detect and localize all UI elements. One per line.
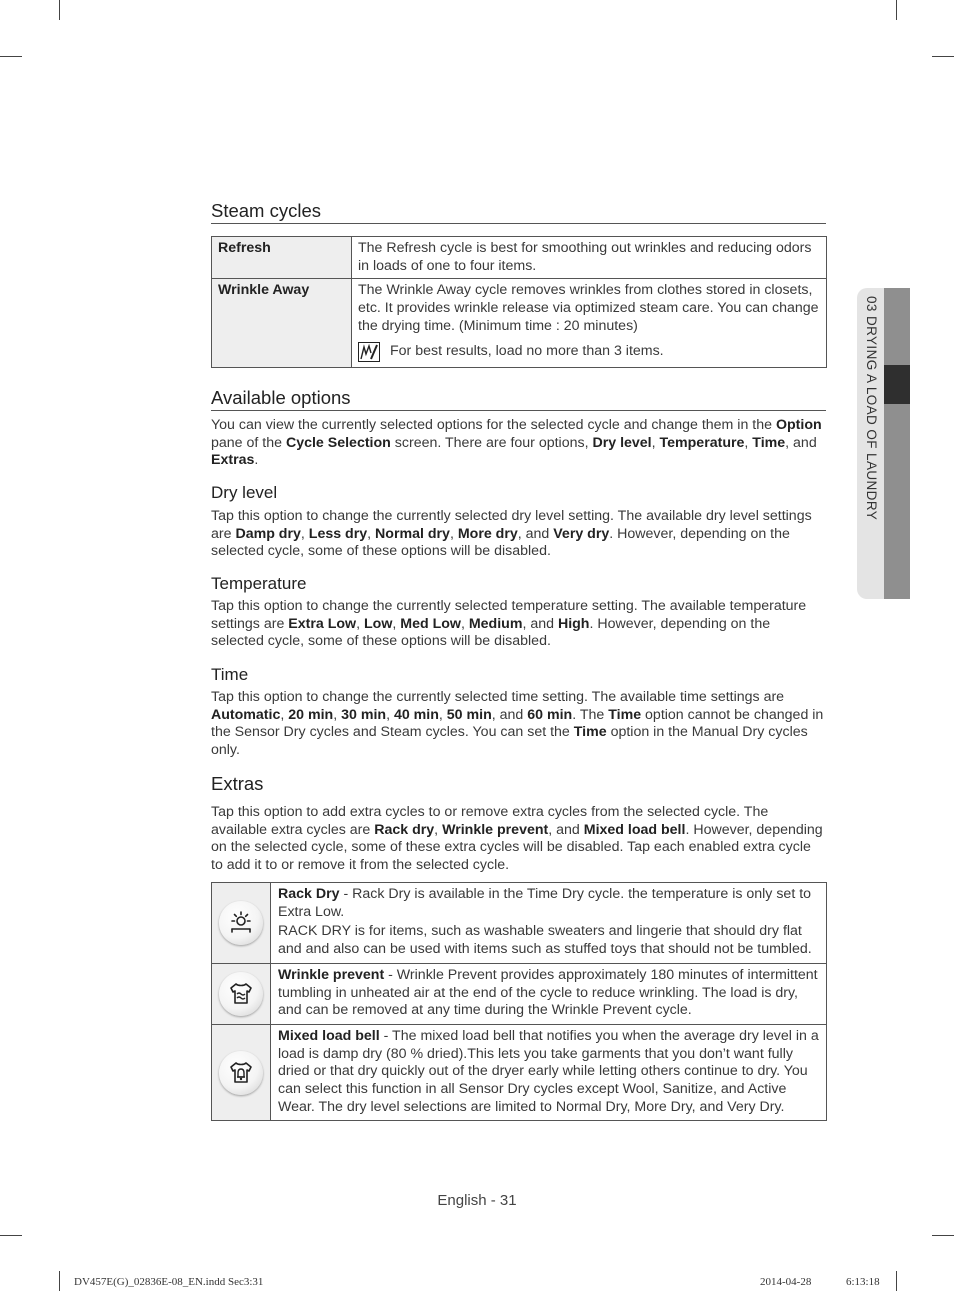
table-row (212, 963, 827, 1024)
extra-desc-cell (271, 883, 827, 964)
extras-intro: Tap this option to add extra cycles to or remove extra cycles from the selected cycle. The available extra cycles are Rack dry, Wrinkle prevent, and Mixed load bell. However, depending on the selected cycle, some of these extra cycles will be disabled. Tap each enabled extra cycle to add it to or remove it from the selected cycle. (211, 804, 823, 874)
note-pencil-icon (358, 342, 380, 362)
extra-desc-detail: RACK DRY is for items, such as washable sweaters and lingerie that should dry flat and and also can be used with items such as stuffed toys that should not be tumbled. (278, 923, 812, 958)
crop-mark (59, 1271, 60, 1291)
slug-file: DV457E(G)_02836E-08_EN.indd Sec3:31 (74, 1276, 264, 1288)
steam-cycle-name: Wrinkle Away (212, 279, 352, 367)
temperature-text: Tap this option to change the currently selected temperature setting. The available temperature settings are Extra Low, Low, Med Low, Medium, and High. However, depending on the selected cycle, some of these options will be disabled. (211, 598, 807, 650)
steam-cycle-name: Refresh (212, 237, 352, 279)
available-options-intro: You can view the currently selected options for the selected cycle and change them in the Option pane of the Cycle Selection screen. There are four options, Dry level, Temperature, Time, and Extras. (211, 417, 822, 469)
wrinkle-prevent-icon (219, 972, 263, 1016)
time-title: Time (211, 665, 249, 684)
extra-desc: Wrinkle prevent - Wrinkle Prevent provides approximately 180 minutes of intermittent tumbling in unheated air at the end of the cycle to reduce wrinkling. The load is dry, and can be removed at any time during the Wrinkle Prevent cycle. (271, 963, 827, 1024)
icon-cell (212, 1024, 271, 1121)
rack-dry-icon (219, 901, 263, 945)
crop-mark (932, 56, 954, 57)
extra-name: Rack Dry (278, 886, 340, 902)
extra-name: Mixed load bell (278, 1027, 380, 1044)
extra-desc: Mixed load bell - The mixed load bell that notifies you when the average dry level in a load is damp dry (80 % dried).This lets you take garments that you don’t want fully dried or that dry quickly out of the dryer early while letting others continue to dry. You can select this function in all Sensor Dry cycles except Wool, Sanitize, and Active Wear. The dry level selections are limited to Normal Dry, More Dry, and Very Dry. (271, 1024, 827, 1121)
available-options-title: Available options (211, 387, 826, 411)
crop-mark (896, 0, 897, 20)
temperature-title: Temperature (211, 574, 307, 593)
extra-desc: Rack Dry - Rack Dry is available in the Time Dry cycle. the temperature is only set to Extra Low. (278, 886, 812, 920)
slug-date: 2014-04-28 (760, 1276, 812, 1288)
page-number: English - 31 (437, 1192, 517, 1209)
steam-cycles-table (211, 236, 827, 368)
steam-cycle-desc: The Refresh cycle is best for smoothing out wrinkles and reducing odors in loads of one to four items. (352, 237, 827, 279)
time-text: Tap this option to change the currently selected time setting. The available time settings are Automatic, 20 min, 30 min, 40 min, 50 min, and 60 min. The Time option cannot be changed in the Sensor Dry cycles and Steam cycles. You can set the Time option in the Manual Dry cycles only. (211, 689, 824, 759)
chapter-tab-bar (884, 288, 910, 599)
note-text: For best results, load no more than 3 items. (390, 342, 664, 359)
extra-name: Wrinkle prevent (278, 966, 385, 983)
steam-cycles-title: Steam cycles (211, 200, 826, 224)
mixed-load-bell-icon (219, 1051, 263, 1095)
crop-mark (0, 56, 22, 57)
steam-cycle-desc: The Wrinkle Away cycle removes wrinkles from clothes stored in closets, etc. It provides wrinkle release via optimized steam care. You can change the drying time. (Minimum time : 20 minutes) (358, 282, 819, 334)
table-row (212, 1024, 827, 1121)
crop-mark (932, 1235, 954, 1236)
crop-mark (0, 1235, 22, 1236)
extras-table (211, 882, 827, 1121)
dry-level-text: Tap this option to change the currently selected dry level setting. The available dry level settings are Damp dry, Less dry, Normal dry, More dry, and Very dry. However, depending on the selected cycle, some of these options will be disabled. (211, 508, 812, 560)
dry-level-title: Dry level (211, 483, 278, 502)
note (358, 342, 820, 362)
icon-cell (212, 883, 271, 964)
table-row (212, 279, 827, 367)
slug-time: 6:13:18 (846, 1276, 880, 1288)
table-row (212, 883, 827, 964)
chapter-tab-label: 03 DRYING A LOAD OF LAUNDRY (864, 296, 879, 521)
extras-title: Extras (211, 773, 264, 794)
crop-mark (896, 1271, 897, 1291)
steam-cycle-desc-cell (352, 279, 827, 367)
chapter-tab-marker (884, 365, 910, 404)
crop-mark (59, 0, 60, 20)
icon-cell (212, 963, 271, 1024)
table-row (212, 237, 827, 279)
